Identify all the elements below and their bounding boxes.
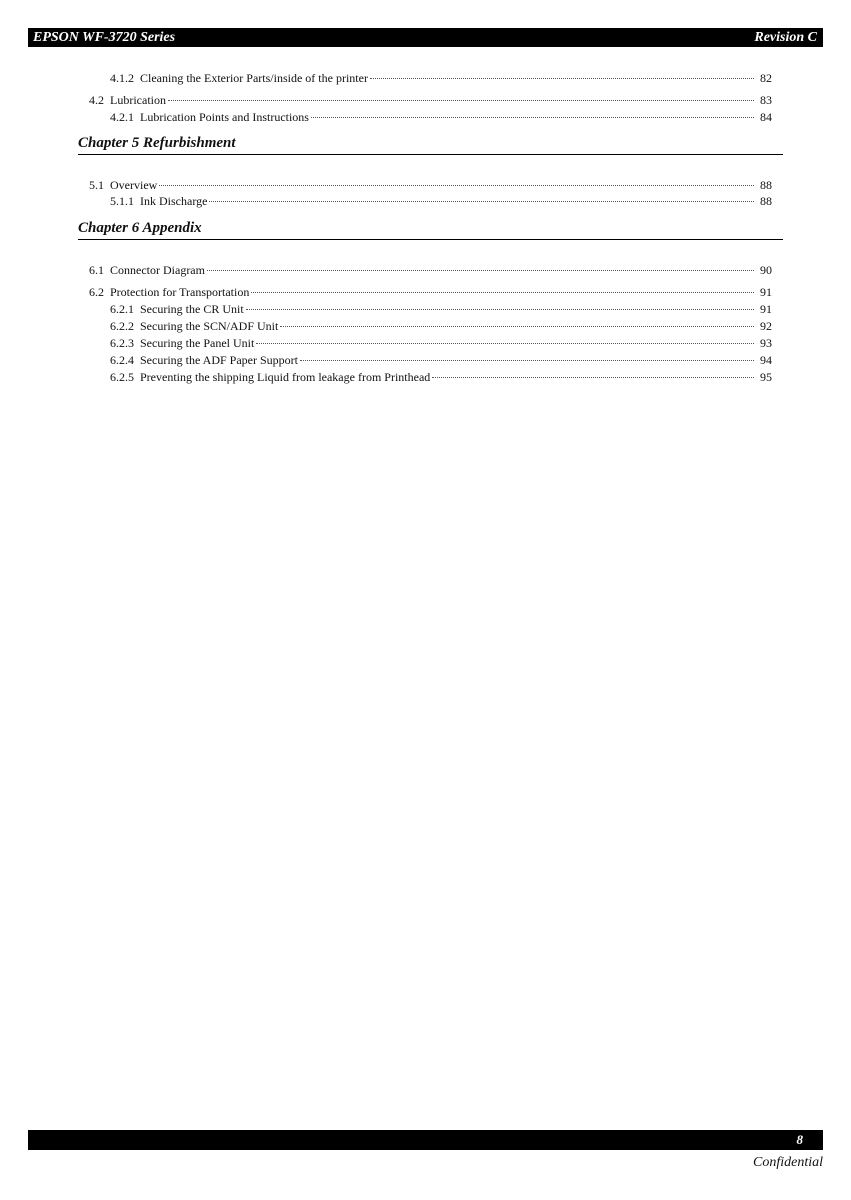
toc-entry[interactable] xyxy=(110,316,772,333)
toc-entry-title: Ink Discharge xyxy=(140,194,208,208)
toc-entry-page: 82 xyxy=(760,71,772,85)
toc-entry-page: 88 xyxy=(760,178,772,192)
page-header-bar xyxy=(28,28,823,47)
toc-entry-number: 6.2.2 xyxy=(110,319,134,333)
toc-entry-number: 5.1 xyxy=(89,178,104,192)
toc-leader-dots xyxy=(256,333,754,347)
toc-entry-title: Connector Diagram xyxy=(110,263,205,277)
toc-entry[interactable] xyxy=(110,367,772,384)
toc-entry[interactable] xyxy=(110,350,772,367)
toc-leader-dots xyxy=(311,107,754,121)
toc-entry-page: 91 xyxy=(760,302,772,316)
toc-leader-dots xyxy=(251,282,754,296)
toc-entry-page: 83 xyxy=(760,93,772,107)
page-number: 8 xyxy=(796,1132,803,1147)
toc-entry[interactable] xyxy=(89,175,772,192)
toc-entry-page: 95 xyxy=(760,370,772,384)
chapter-heading[interactable]: Chapter 6 Appendix xyxy=(78,219,783,240)
toc-entry[interactable] xyxy=(89,90,772,107)
toc-entry-page: 88 xyxy=(760,194,772,208)
toc-entry-number: 6.2.3 xyxy=(110,336,134,350)
toc-entry-number: 6.2.5 xyxy=(110,370,134,384)
toc-entry-title: Cleaning the Exterior Parts/inside of the printer xyxy=(140,71,368,85)
toc-leader-dots xyxy=(209,191,754,205)
toc-leader-dots xyxy=(280,316,754,330)
toc-leader-dots xyxy=(207,260,754,274)
toc-leader-dots xyxy=(246,299,754,313)
toc-entry-page: 94 xyxy=(760,353,772,367)
toc-entry-page: 90 xyxy=(760,263,772,277)
toc-entry-number: 6.2.1 xyxy=(110,302,134,316)
toc-entry-title: Securing the CR Unit xyxy=(140,302,244,316)
toc-leader-dots xyxy=(168,90,754,104)
header-title: EPSON WF-3720 Series xyxy=(33,30,176,45)
toc-entry[interactable] xyxy=(110,191,772,208)
toc-entry-number: 6.1 xyxy=(89,263,104,277)
page-footer-bar xyxy=(28,1130,823,1150)
chapter-heading[interactable]: Chapter 5 Refurbishment xyxy=(78,134,783,155)
toc-entry-page: 84 xyxy=(760,110,772,124)
toc-entry-title: Securing the Panel Unit xyxy=(140,336,255,350)
header-revision: Revision C xyxy=(754,30,817,45)
toc-entry-number: 5.1.1 xyxy=(110,194,134,208)
toc-entry[interactable] xyxy=(110,107,772,124)
toc-entry-page: 91 xyxy=(760,285,772,299)
toc-entry[interactable] xyxy=(89,260,772,277)
toc-leader-dots xyxy=(300,350,754,364)
toc-entry-page: 92 xyxy=(760,319,772,333)
toc-entry-page: 93 xyxy=(760,336,772,350)
toc-entry[interactable] xyxy=(110,333,772,350)
toc-entry-title: Preventing the shipping Liquid from leakage from Printhead xyxy=(140,370,431,384)
toc-entry[interactable] xyxy=(89,282,772,299)
toc-leader-dots xyxy=(432,367,754,381)
toc-leader-dots xyxy=(370,68,754,82)
toc-entry-number: 6.2.4 xyxy=(110,353,134,367)
toc-entry-title: Securing the ADF Paper Support xyxy=(140,353,298,367)
toc-entry-number: 6.2 xyxy=(89,285,104,299)
toc-entry-number: 4.2.1 xyxy=(110,110,134,124)
toc-entry-title: Securing the SCN/ADF Unit xyxy=(140,319,279,333)
toc-entry-title: Overview xyxy=(110,178,158,192)
toc-entry-title: Lubrication Points and Instructions xyxy=(140,110,309,124)
toc-entry[interactable] xyxy=(110,68,772,85)
toc-entry-number: 4.1.2 xyxy=(110,71,134,85)
toc-entry-title: Protection for Transportation xyxy=(110,285,250,299)
toc-leader-dots xyxy=(159,175,754,189)
confidential-label: Confidential xyxy=(753,1155,823,1170)
toc-entry[interactable] xyxy=(110,299,772,316)
toc-entry-title: Lubrication xyxy=(110,93,166,107)
toc-entry-number: 4.2 xyxy=(89,93,104,107)
